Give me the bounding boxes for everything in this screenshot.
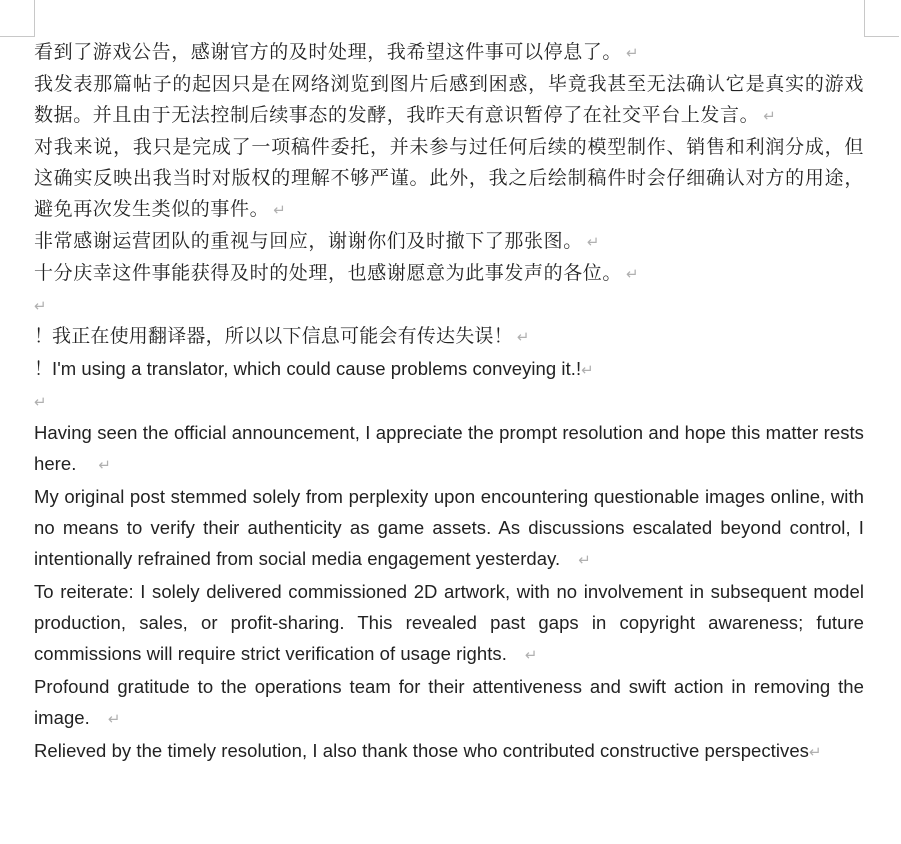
paragraph-en-2 [34, 481, 864, 576]
return-mark-icon: ↵ [626, 44, 640, 62]
paragraph-text: 非常感谢运营团队的重视与回应，谢谢你们及时撤下了那张图。 [34, 230, 583, 252]
paragraph-en-1 [34, 417, 864, 481]
paragraph-en-5 [34, 735, 864, 768]
paragraph-zh-1 [34, 37, 864, 69]
empty-paragraph [34, 290, 864, 321]
return-mark-icon: ↵ [586, 233, 600, 251]
return-mark-icon: ↵ [763, 107, 777, 125]
return-mark-icon: ↵ [98, 456, 112, 474]
return-mark-icon: ↵ [273, 201, 287, 219]
return-mark-icon: ↵ [578, 551, 591, 569]
paragraph-zh-5 [34, 258, 864, 290]
page-corner-mark-right [864, 0, 899, 37]
translator-notice-en [34, 353, 864, 386]
return-mark-icon: ↵ [626, 265, 640, 283]
return-mark-icon: ↵ [524, 646, 538, 664]
exclamation-icon: ！ [34, 358, 53, 379]
return-mark-icon: ↵ [34, 393, 47, 411]
paragraph-text: 看到了游戏公告，感谢官方的及时处理，我希望这件事可以停息了。 [34, 41, 623, 63]
paragraph-text: Profound gratitude to the operations team for their attentiveness and swift action in removing the image. [34, 676, 864, 728]
return-mark-icon: ↵ [107, 710, 121, 728]
return-mark-icon: ↵ [581, 361, 594, 379]
notice-text: 我正在使用翻译器，所以以下信息可能会有传达失误！ [52, 325, 513, 347]
paragraph-text: 十分庆幸这件事能获得及时的处理，也感谢愿意为此事发声的各位。 [34, 262, 623, 284]
paragraph-zh-4 [34, 226, 864, 258]
paragraph-text: My original post stemmed solely from perplexity upon encountering questionable images online, with no means to verify their authenticity as game assets. As discussions escalated beyond control, I intentionally refrained from social media engagement yesterday. [34, 486, 864, 569]
paragraph-zh-2 [34, 69, 864, 132]
paragraph-text: Relieved by the timely resolution, I also thank those who contributed constructive perspectives [34, 740, 809, 761]
translator-notice-zh [34, 321, 864, 353]
document-body[interactable] [34, 37, 864, 768]
paragraph-en-4 [34, 671, 864, 735]
page-corner-mark-left [0, 0, 35, 37]
paragraph-en-3 [34, 576, 864, 671]
paragraph-text: 对我来说，我只是完成了一项稿件委托，并未参与过任何后续的模型制作、销售和利润分成，但这确实反映出我当时对版权的理解不够严谨。此外，我之后绘制稿件时会仔细确认对方的用途，避免再次发生类似的事件。 [34, 136, 864, 220]
return-mark-icon: ↵ [34, 297, 47, 315]
notice-text: I'm using a translator, which could cause problems conveying it.! [52, 358, 582, 379]
exclamation-icon: ！ [34, 325, 54, 347]
paragraph-text: Having seen the official announcement, I appreciate the prompt resolution and hope this matter rests here. [34, 422, 864, 474]
return-mark-icon: ↵ [516, 328, 530, 346]
empty-paragraph [34, 386, 864, 417]
paragraph-text: To reiterate: I solely delivered commissioned 2D artwork, with no involvement in subsequent model production, sales, or profit-sharing. This revealed past gaps in copyright awareness; future commissions will require strict verification of usage rights. [34, 581, 864, 664]
paragraph-zh-3 [34, 132, 864, 226]
return-mark-icon: ↵ [808, 743, 822, 761]
paragraph-text: 我发表那篇帖子的起因只是在网络浏览到图片后感到困惑，毕竟我甚至无法确认它是真实的游戏数据。并且由于无法控制后续事态的发酵，我昨天有意识暂停了在社交平台上发言。 [34, 73, 864, 126]
